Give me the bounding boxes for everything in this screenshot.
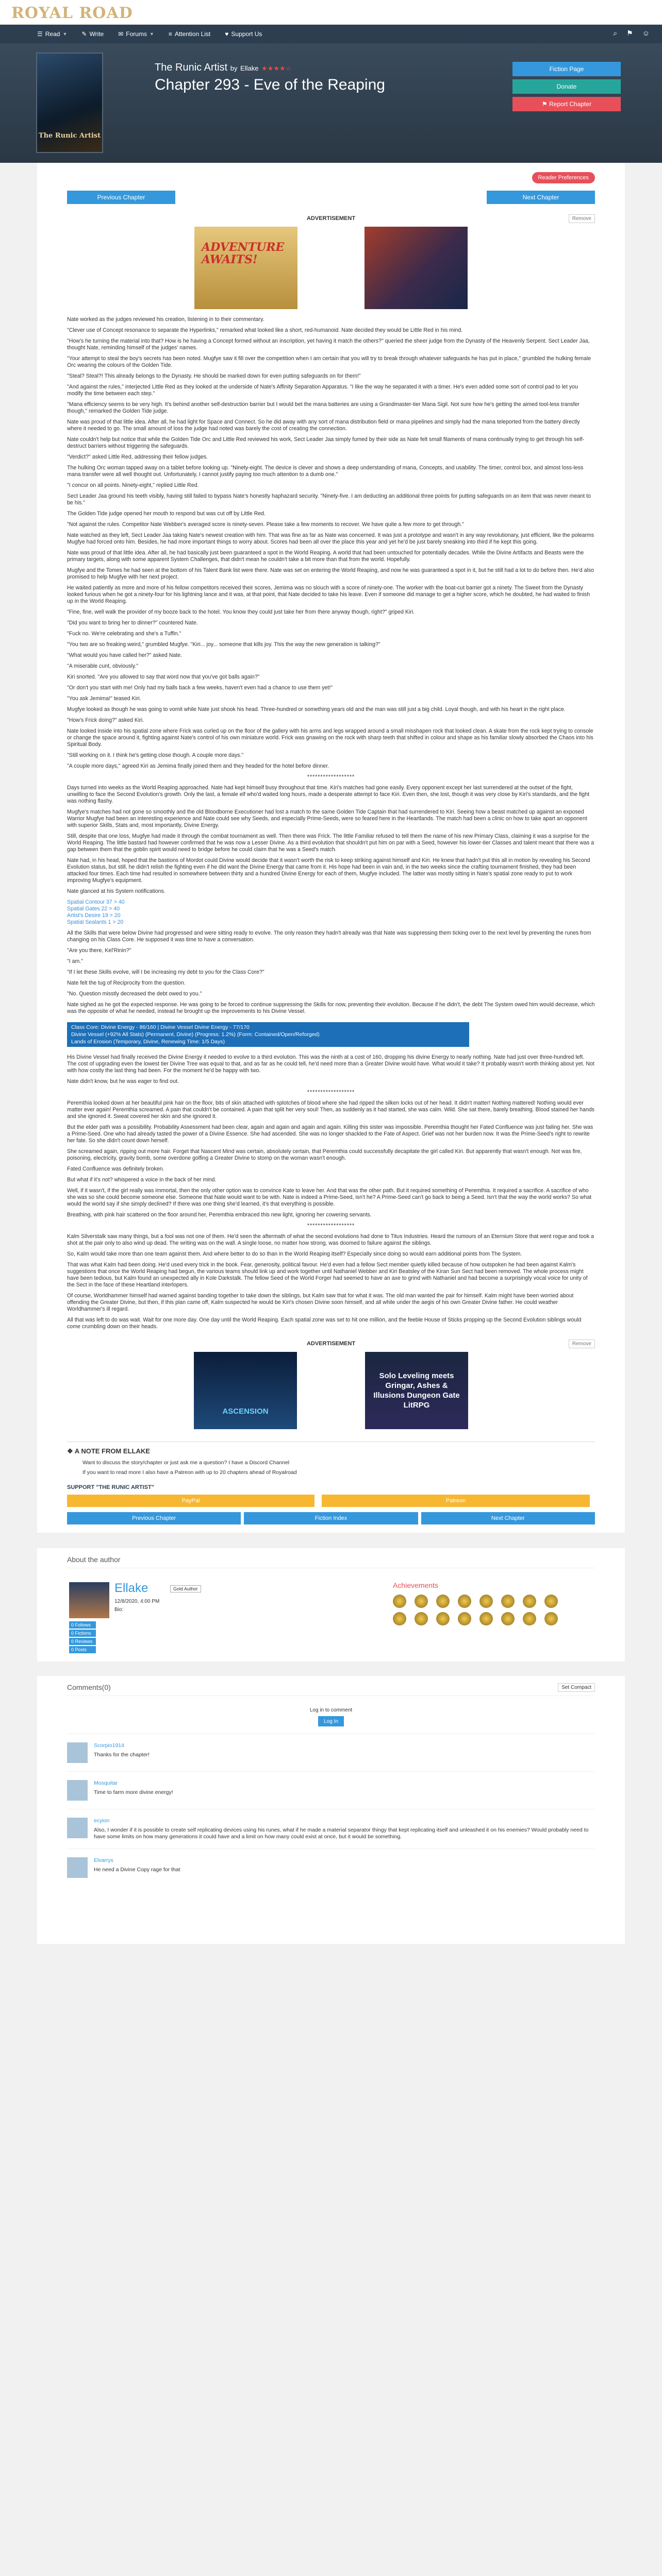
ad-row-bottom xyxy=(67,1352,595,1429)
fiction-index-button[interactable]: Fiction Index xyxy=(244,1512,418,1524)
comment-author[interactable]: Scorpio1914 xyxy=(94,1742,124,1749)
ad-banner-ascension[interactable]: ASCENSION xyxy=(194,1352,297,1429)
support-buttons xyxy=(67,1495,595,1507)
book-icon: ☰ xyxy=(37,30,43,38)
achievement-badge-icon[interactable] xyxy=(458,1612,471,1625)
status-table: Class Core: Divine Energy - 86/160 | Divine Vessel Divine Energy - 77/170 Divine Vessel (+92% All Stats) (Permanent, Divine) (Progress: 1.2%) (Form: Contained/Open/Reforged) Lands of Erosion (Temporary, Divine, Renewing Time: 1/5 Days) xyxy=(67,1022,469,1047)
comment-item xyxy=(67,1849,595,1886)
nav-forums[interactable]: ✉ Forums ▼ xyxy=(118,30,154,38)
fiction-page-button[interactable]: Fiction Page xyxy=(512,62,621,76)
search-icon[interactable]: ⌕ xyxy=(613,29,618,37)
comment-item xyxy=(67,1771,595,1809)
top-header xyxy=(0,0,662,25)
avatar[interactable] xyxy=(67,1742,88,1763)
ad-label: ADVERTISEMENT xyxy=(306,1341,356,1347)
fiction-cover[interactable]: The Runic Artist xyxy=(36,53,103,153)
scene-separator: ****************** xyxy=(307,1223,355,1229)
user-icon[interactable]: ☺ xyxy=(642,29,650,37)
remove-ad-button[interactable]: Remove xyxy=(569,1340,595,1348)
achievement-badge-icon[interactable] xyxy=(479,1612,493,1625)
chapter-portlet xyxy=(37,163,625,1533)
notification-bell-icon[interactable]: ⚑ xyxy=(626,29,633,37)
achievement-badge-icon[interactable] xyxy=(436,1595,450,1608)
avatar[interactable] xyxy=(67,1857,88,1878)
reader-preferences-button[interactable]: Reader Preferences xyxy=(532,172,595,183)
achievement-badge-icon[interactable] xyxy=(415,1595,428,1608)
achievement-badge-icon[interactable] xyxy=(523,1595,536,1608)
chapter-content: Nate worked as the judges reviewed his creation, listening in to their commentary. "Clever use of Concept resonance to separate the Hyperlinks," remarked what looked like a short, red-humanoid. Nate decided they would be Little Red in his mind. "How's he turning the material into that? How is he having a Concept formed without an inscription, yet having it match the others?" queried the sheer judge from the Dynasty of the Heavenly Serpent. Sect Leader Jaa, thought Nate, reminding himself of the judges' names. "Your attempt to steal the boy's secrets has been noted. Mugfye saw it fill over the competition when I am certain that you will try to break through whatever safeguards he has put in place," grumbled the hulking female Orc wearing the colours of the Golden Tide. "Steal? Steal?! This already belongs to the Dynasty. He should be marked down for even putting safeguards on for them!" "And against the rules," interjected Little Red as they looked at the underside of Nate's Affinity Separation Apparatus. "I like the way he separated it with a timer. He's even added some sort of control pad to let you modify the time between each step." "Mana efficiency seems to be very high. It's behind another self-destruction barrier but I would bet the mana batteries are using a Grandmaster-tier Mana Sigil. Not sure how he's getting the aimed tool-less transfer though," remarked the Golden Tide judge. Nate was proud of that little idea. After all, he had light for Space and Connect. So he did away with any sort of mana distribution field or mana pipelines and simply had the mana teleported from the battery directly where it needed to go. The small amount of loss the judge had noted was barely the cost of creating the connection. Nate couldn't help but notice that while the Golden Tide Orc and Little Red reviewed his work, Sect Leader Jaa simply fumed by their side as Nate felt small filaments of mana continually trying to get through his self-destruct barriers without triggering the safeguards. "Verdict?" asked Little Red, addressing their fellow judges. The hulking Orc woman tapped away on a tablet before looking up. "Ninety-eight. The device is clever and shows a deep understanding of mana, Concepts, and usability. The timer, control box, and almost loss-less mana transfer were all well thought out. Unfortunately, I cannot justify paying too much attention to a dumb one." "I concur on all points. Ninety-eight," replied Little Red. Sect Leader Jaa ground his teeth visibly, having still failed to bypass Nate's honestly haphazard security. "Ninety-five. I am deducting an additional three points for putting safeguards on an item that was never meant to be his." The Golden Tide judge opened her mouth to respond but was cut off by Little Red. "Not against the rules. Competitor Nate Webber's averaged score is ninety-seven. Please take a few moments to recover. We have quite a few more to get through." Nate watched as they left, Sect Leader Jaa taking Nate's newest creation with him. That was fine as far as Nate was concerned. It was just a prototype and wasn't in any way revolutionary, just efficient, like the polearms Mugfye had forced onto him. Besides, he had more important things to worry about. Scores had been all over the place this year and yet he'd be just barely sneaking into third if he kept this going. Nate was proud of that little idea. After all, he had basically just been guaranteed a spot in the World Reaping. A world that had been untouched for potentially decades. While the Divine Artifacts and Beasts were the primary targets, along with some apparent System Challenges, that didn't mean he couldn't take a bit more than that from the world. Hopefully. Mugfye and the Tomes he had seen at the bottom of his Talent Bank list were there. Nate was set on entering the World Reaping, and now he was guaranteed a spot in it, but he still had a lot to do before then. He'd also promised to help Mugfye with her next project. He waited patiently as more and more of his fellow competitors received their scores, Jemima was no slouch with a score of ninety-one. The worker with the boat-cut barrier got a ninety. The Sweet from the Dynasty looked furious when he got a ninety-four for his lightning lance and it was, at that point, that Nate decided to take his leave. Even if someone did manage to get a higher score, which he doubted, he had waited to finish up in the World Reaping. "Fine, fine, well walk the provider of my booze back to the hotel. You know they could just take her from there anyway though, right?" griped Kiri. "Did you want to bring her to dinner?" countered Nate. "Fuck no. We're celebrating and she's a Tuffin." "You two are so freaking weird," grumbled Mugfye. "Kiri... joy... someone that kills joy. This the way the new generation is talking?" "What would you have called her?" asked Nate. "A miserable cunt, obviously." Kiri snorted. "Are you allowed to say that word now that you've got balls again?" "Or don't you start with me! Only had my balls back a few weeks, haven't even had a chance to use them yet!" "You ask Jemima!" teased Kiri. Mugfye looked as though he was going to vomit while Nate just shook his head. Three-hundred or something years old and the man was still just a big child. Loyal though, and with his heart in the right place. "How's Frick doing?" asked Kiri. Nate looked inside into his spatial zone where Frick was curled up on the floor of the gallery with his arms and legs wrapped around a small misshapen rock that looked clean. A skate from the rock kept trying to console or change the space around it, fighting against Nate's control of his own miniature world. Frick was gnawing on the rock with sharp teeth that shifted in colour and shape as his familiar slowly absorbed the Chaos into his Spiritual Body. "Still working on it. I think he's getting close though. A couple more days." "A couple more days," agreed Kiri as Jemima finally joined them and they headed for the hotel before dinner. ****************** Days turned into weeks as the World Reaping approached. Nate had kept himself busy throughout that time. Kiri's matches had gone easily. Every opponent except her last surrendered at the outset of the fight, unwilling to face the Second Evolution's growth. Only the last, a female elf who'd waited long hours, made a desperate attempt to face Kiri. Even then, she lost, though it was very close by Kiri's standards, and the fight was nothing flashy. Mugfye's matches had not gone so smoothly and the old Bloodborne Executioner had lost a match to the same Golden Tide Captain that had surrendered to Kiri. Seeing how a beast matched up against an exposed Warrior Mugfye had been an interesting experience and Nate could see why Seeds, and especially Prime-Seeds, were so feared here in the Heartlands. The match had been a clinic on how to take apart an opponent with superior Skills, Stats and, most importantly, Divine Energy. Still, despite that one loss, Mugfye had made it through the combat tournament as well. Then there was Frick. The little Familiar refused to tell them the name of his new Primary Class, claiming it was a surprise for the World Reaping. The little bastard had however confirmed that he was now a Lesser Divine. As a third evolution that shouldn't put him on par with a Seed, however his lower-tier Classes and talent meant that there was a gap between them that the goblin spirit would need to bridge before he could claim that he was a Seed's match. Nate had, in his head, hoped that the bastions of Mordot could Divine would decide that it wasn't worth the risk to keep striking against himself and Kiri. He knew that hadn't put this all in motion by revealing his Second Evolution status, but still, he didn't relish the fighting even if he did want the Divine Energy that came from it. His hope had been in vain and, in the two weeks since the crafting tournament finished, they had been attacked four times. Each time had resulted in somewhere between thirty and a hundred Divine Energy for each of them, Mugfye included. The latter was mostly sitting in Nate's spatial zone ready to put to work improving Mugfye's equipment. Nate glanced at his System notifications. Spatial Contour 37 > 40 Spatial Gates 22 > 40 Artist's Desire 19 > 20 Spatial Sealants 1 > 20 All the Skills that were below Divine had progressed and were sitting ready to evolve. The only reason they hadn't already was that Nate was suppressing them ticking over to the next level by preventing the runes from changing on his Class Core. He supposed it was time to have a conversation. "Are you there, Kel'Rinin?" "I am." "If I let these Skills evolve, will I be increasing my debt to you for the Class Core?" Nate felt the tug of Reciprocity from the question. "No. Question misstly decreased the debt owed to you." Nate sighed as he got the expected response. He was going to be forced to continue suppressing the Skills for now, preventing their evolution. Because if he didn't, the debt The System owed him would decrease, which was the opposite of what he needed, instead he brought up the improvements to his Divine Vessel. Class Core: Divine Energy - 86/160 | Divine Vessel Divine Energy - 77/170 Divine Vessel (+92% All Stats) (Permanent, Divine) (Progress: 1.2%) (Form: Contained/Open/Reforged) Lands of Erosion (Temporary, Divine, Renewing Time: 1/5 Days) His Divine Vessel had finally received the Divine Energy it needed to evolve to a third evolution. This was the ninth at a cost of 160, dropping his divine Energy to nearly nothing. Nate had just over three-hundred left. The cost of upgrading even the lowest tier Divine Tree was equal to that, and as far as he could tell, he'd need more than a Greater Divine would have. What would it take? It probably wasn't worth thinking about yet. Not with how costly the last thing had been. For the moment he'd be happy with two. Nate didn't know, but he was eager to find out. ****************** Peremthia looked down at her beautiful pink hair on the floor, bits of skin attached with splotches of blood where she had ripped the silken locks out of her head. It didn't matter! Nothing mattered! Nothing would ever matter ever again! Peremthia screamed. A pain that couldn't be contained. A pain that split her very soul! Then, as suddenly as it had started, she was calm. Wild. She sat there, barely breathing. Blood stained her hands and she ignored it. Sweat covered her skin and she ignored it. But the elder path was a possibility. Probability Assessment had been clear, again and again and again and again. Killing this sister was impossible. Peremthia thought her Fated Confluence was just failing her. She was a Prime-Seed. One who had already tasted the power of a Divine Essence. She had ascended. She was no longer shackled to the Fate of Aspect. Grief was not her burden now. It was the Prime-Seed's right to rewrite her fate. So she didn't count down herself. She screamed again, ripping out more hair. Forget that Nascent Mind was certain, absolutely certain, that Peremthia could successfully decapitate the girl called Kiri. But apparently that wasn't enough. Not was fire, poisoning, electricity, gravity bomb, some overdone golfing a Greater Divine to stomp on the woman wasn't enough. Fated Confluence was definitely broken. But what if it's not? whispered a voice in the back of her mind. Well, if it wasn't, if the girl really was immortal, then the only other option was to convince Kate to leave her. And that was the other path. But it required something of Peremthia. It required a sacrifice. A sacrifice of who she was so she could become someone else. Someone that Nate would want to be with. Nate is indeed a Prime-Seed, isn't he? A Prime-Seed can't go back to being a Seed. Isn't that the way the world works? So what would the world say if she simply declined? If there was one thing she'd learned, it's that everything is possible. Breathing, with pink hair scattered on the floor around her, Peremthia embraced this new light, ignoring her cowering servants. ****************** Kalm Silverstalk saw many things, but a fool was not one of them. He'd seen the aftermath of what the second evolutions had done to Titus Industries. Heard the rumours of an Eternium Store that went rogue and took a shot at the pair only to also wind up dead. The writing was on the wall. A single loose, no matter how strong, was doomed to failure against the siblings. So, Kalm would take more than one team against them. And where better to do so than in the World Reaping itself? Especially since doing so would earn additional points from The System. That was what Kalm had been doing. He'd used every trick in the book. Fear, generosity, political favour. He'd even had a fellow Sect member quietly killed because of how outspoken he had been against Kalm's suggestions that once the World Reaping had begun, the various teams should link up and work together until Nathaniel Webber and Kiri Beatsley of the Kiran Sun Sect had been removed. The whole process might have been tedious, but Kalm found an unexpected ally in Kole Darkstalk. The fellow Seed of the World Forger had seemed to have an axe to grind with Nathaniel and had become a surprisingly vocal voice for unity of the Sect in the face of these Heartland interlopers. Of course, Worldhammer himself had warned against banding together to take down the siblings, but Kalm saw that for what it was. The old man wanted the pair for himself. Kalm might have been worried about offending the Greater Divine, but then, if this plan came off, Kalm suspected he would be Kiri's chosen Divine soon himself, and all while under the aegis of his own Greater Divine father. He could weather Worldhammer's ill regard. All that was left to do was wait. Wait for one more day. One day until the World Reaping. Each spatial zone was set to hit one million, and the feeble House of Sticks propping up the Second Evolution siblings would come crumbling down on their heads. xyxy=(67,316,595,1330)
comment-author[interactable]: ecyion xyxy=(94,1818,110,1824)
author-note: ❖ A NOTE FROM ELLAKE Want to discuss the story/chapter or just ask me a question? I have a Discord Channel If you want to read more I also have a Patreon with up to 20 chapters ahead of Royalroad xyxy=(67,1442,595,1476)
achievement-badge-icon[interactable] xyxy=(479,1595,493,1608)
set-compact-button[interactable]: Set Compact xyxy=(558,1683,595,1692)
login-button[interactable]: Log In xyxy=(318,1716,344,1726)
achievements xyxy=(393,1581,559,1625)
achievement-badge-icon[interactable] xyxy=(523,1612,536,1625)
chapter-nav-bottom xyxy=(67,1512,595,1524)
support-title: SUPPORT "THE RUNIC ARTIST" xyxy=(67,1484,154,1490)
site-logo[interactable]: ROYAL ROAD xyxy=(11,4,133,22)
chapter-nav-top xyxy=(67,191,595,204)
achievement-badge-icon[interactable] xyxy=(501,1595,515,1608)
list-icon: ≡ xyxy=(168,30,172,38)
rating-stars: ★★★★☆ xyxy=(261,64,292,72)
comment-item xyxy=(67,1734,595,1771)
achievement-badge-icon[interactable] xyxy=(501,1612,515,1625)
author-stats: 0 Follows 0 Fictions 0 Reviews 0 Posts xyxy=(69,1621,96,1653)
next-chapter-button[interactable]: Next Chapter xyxy=(421,1512,595,1524)
achievement-badge-icon[interactable] xyxy=(393,1595,406,1608)
avatar[interactable] xyxy=(67,1818,88,1838)
previous-chapter-button[interactable]: Previous Chapter xyxy=(67,191,175,204)
nav-attention-list[interactable]: ≡ Attention List xyxy=(168,30,211,38)
report-chapter-button[interactable]: ⚑ Report Chapter xyxy=(512,97,621,111)
achievements-title: Achievements xyxy=(393,1581,438,1589)
achievement-grid xyxy=(393,1595,559,1625)
achievement-badge-icon[interactable] xyxy=(393,1612,406,1625)
achievement-badge-icon[interactable] xyxy=(544,1612,558,1625)
patreon-button[interactable]: Patreon xyxy=(322,1495,590,1507)
nav-write[interactable]: ✎ Write xyxy=(81,30,104,38)
author-name[interactable]: Ellake xyxy=(114,1581,148,1595)
scene-separator: ****************** xyxy=(307,1089,355,1095)
comments-title: Comments(0) xyxy=(67,1683,595,1696)
nav-user-tools xyxy=(613,29,650,38)
fiction-title[interactable]: The Runic Artist xyxy=(155,62,228,73)
comment-author[interactable]: Elvarrys xyxy=(94,1857,113,1863)
ad-header-bottom xyxy=(67,1341,595,1347)
ad-banner-solo-leveling[interactable]: Solo Leveling meets Gringar, Ashes & Illusions Dungeon Gate LitRPG xyxy=(365,1352,468,1429)
chevron-down-icon: ▼ xyxy=(149,31,154,37)
previous-chapter-button[interactable]: Previous Chapter xyxy=(67,1512,241,1524)
about-author xyxy=(37,1548,625,1662)
fiction-actions xyxy=(512,62,621,111)
achievement-badge-icon[interactable] xyxy=(415,1612,428,1625)
comment-author[interactable]: Mosquitar xyxy=(94,1780,118,1786)
remove-ad-button[interactable]: Remove xyxy=(569,214,595,223)
author-badge: Gold Author xyxy=(170,1585,201,1592)
pin-icon: ❖ xyxy=(67,1447,75,1455)
by-label: by xyxy=(230,64,238,72)
scene-separator: ****************** xyxy=(307,774,355,780)
author-meta: 12/8/2020, 4:00 PM Bio: xyxy=(114,1599,160,1613)
comment-item xyxy=(67,1809,595,1849)
about-title: About the author xyxy=(67,1555,595,1568)
ad-banner-adventure[interactable]: ADVENTURE AWAITS! xyxy=(194,227,297,309)
support-section xyxy=(67,1484,595,1507)
nav-support-us[interactable]: ♥ Support Us xyxy=(225,30,262,38)
donate-button[interactable]: Donate xyxy=(512,79,621,94)
chapter-container xyxy=(37,163,625,1533)
paypal-button[interactable]: PayPal xyxy=(67,1495,315,1507)
achievement-badge-icon[interactable] xyxy=(436,1612,450,1625)
ad-row-top xyxy=(67,227,595,309)
comment-text: Thanks for the chapter! xyxy=(94,1752,150,1758)
next-chapter-button[interactable]: Next Chapter xyxy=(487,191,595,204)
forum-icon: ✉ xyxy=(118,30,124,38)
avatar[interactable] xyxy=(67,1780,88,1801)
flag-icon: ⚑ xyxy=(541,100,550,108)
comment-text: Also, I wonder if it is possible to create self replicating devices using his runes, what if he made a material separator thingy that kept replicating itself and unleashed it on his enemies? Would probably need to have some limits on how many generations it could have and a limit on how many could exist at once, but it would be something. xyxy=(94,1827,589,1840)
nav-read[interactable]: ☰ Read ▼ xyxy=(37,30,68,38)
pen-icon: ✎ xyxy=(81,30,87,38)
chapter-title: Chapter 293 - Eve of the Reaping xyxy=(155,76,385,93)
avatar[interactable] xyxy=(69,1582,109,1618)
comment-text: Time to farm more divine energy! xyxy=(94,1789,173,1795)
achievement-badge-icon[interactable] xyxy=(544,1595,558,1608)
comments-section xyxy=(37,1676,625,1944)
ad-header xyxy=(67,215,595,222)
heart-icon: ♥ xyxy=(225,30,229,38)
main-navbar xyxy=(0,25,662,43)
system-notifications: Spatial Contour 37 > 40 Spatial Gates 22 > 40 Artist's Desire 19 > 20 Spatial Sealants 1 > 20 xyxy=(67,899,125,925)
chevron-down-icon: ▼ xyxy=(62,31,68,37)
comment-text: He need a Divine Copy rage for that xyxy=(94,1867,180,1873)
ad-label: ADVERTISEMENT xyxy=(306,215,356,222)
login-message: Log in to comment xyxy=(309,1707,353,1713)
author-note-title: ❖ A NOTE FROM ELLAKE xyxy=(67,1447,150,1455)
ad-banner-art[interactable] xyxy=(365,227,468,309)
author-link[interactable]: Ellake xyxy=(240,64,259,72)
fiction-title-line xyxy=(155,62,291,74)
achievement-badge-icon[interactable] xyxy=(458,1595,471,1608)
fiction-header xyxy=(0,43,662,163)
